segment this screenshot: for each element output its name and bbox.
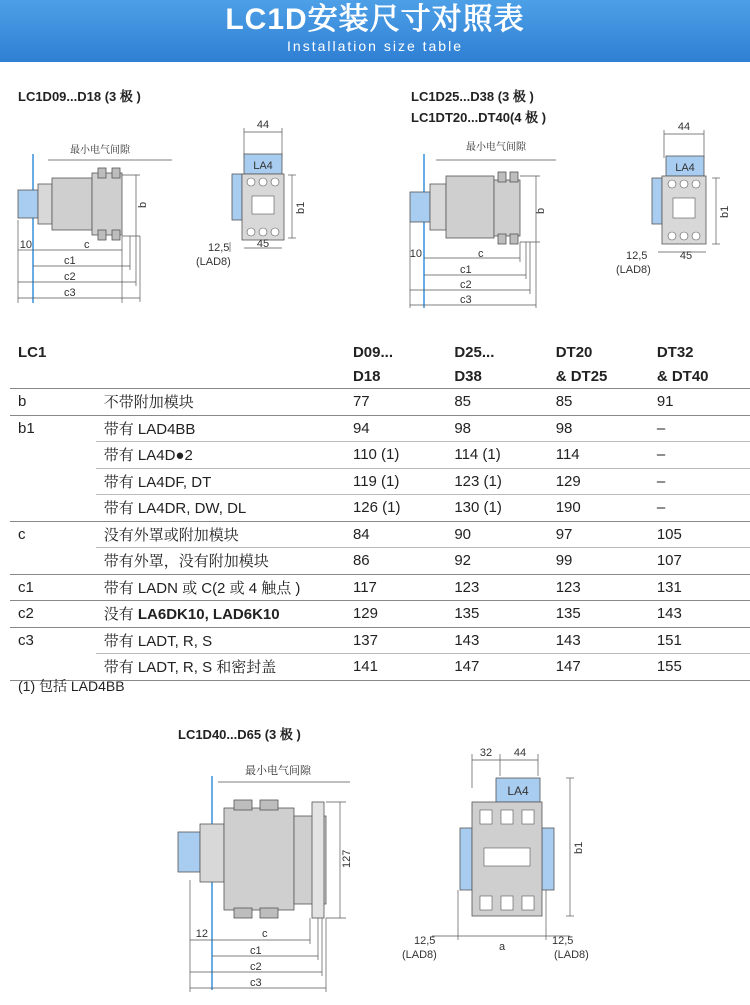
table-header-row-2	[10, 364, 750, 389]
diagram1-dim-44: 44	[256, 119, 270, 131]
diagram3-dim-12: 12	[195, 928, 208, 940]
diagram1-dim-c1: c1	[64, 255, 76, 267]
page-title: LC1D安装尺寸对照表	[225, 3, 525, 36]
diagram1-heading: LC1D09...D18 (3 极 )	[18, 89, 141, 104]
diagram2-dim-c1: c1	[460, 264, 472, 276]
header-d25: D25...	[454, 343, 495, 361]
diagram3-dim-32: 32	[479, 747, 493, 759]
diagram3-dim-12-5-left: 12,5	[414, 935, 436, 947]
diagram2-dim-12-5: 12,5	[626, 250, 648, 262]
table-row: c 没有外罩或附加模块 84 90 97 105	[10, 521, 750, 548]
diagram1-dim-b: b	[137, 201, 149, 208]
header-d18: D18	[352, 367, 381, 385]
diagram1-dim-lad8: (LAD8)	[196, 256, 231, 268]
table-footnote: (1) 包括 LAD4BB	[18, 678, 125, 694]
diagram3-heading: LC1D40...D65 (3 极 )	[178, 727, 301, 742]
table-row: c1 带有 LADN 或 C(2 或 4 触点 ) 117 123 123 131	[10, 574, 750, 601]
diagram2-dim-c3: c3	[460, 294, 472, 306]
diagram1-dim-b1: b1	[295, 201, 307, 214]
table-row: 带有外罩，没有附加模块 86 92 99 107	[10, 548, 750, 575]
diagram1-drawing	[0, 118, 380, 313]
header-lc1: LC1	[18, 343, 47, 361]
diagram2-dim-45: 45	[679, 250, 693, 262]
diagram3-dim-lad8-left: (LAD8)	[402, 949, 437, 961]
diagram2-la4-label: LA4	[675, 162, 695, 174]
table-row: c2 没有 LA6DK10, LAD6K10 129 135 135 143	[10, 601, 750, 628]
diagram1-dim-10: 10	[19, 239, 32, 251]
diagram1-dim-c2: c2	[64, 271, 76, 283]
table-row: b 不带附加模块 77 85 85 91	[10, 389, 750, 416]
table-row: 带有 LADT, R, S 和密封盖 141 147 147 155	[10, 654, 750, 681]
diagram1-dim-12-5: 12,5	[208, 242, 230, 254]
diagram1-dim-c3: c3	[64, 287, 76, 299]
table-row: b1 带有 LAD4BB 94 98 98 –	[10, 415, 750, 442]
diagram2-dim-c2: c2	[460, 279, 472, 291]
diagram3-dim-lad8-right: (LAD8)	[554, 949, 589, 961]
diagram3-dim-44: 44	[513, 747, 527, 759]
header-d38: D38	[454, 367, 482, 385]
diagram2-clearance-label: 最小电气间隙	[466, 142, 526, 153]
table-row: 带有 LA4DF, DT 119 (1) 123 (1) 129 –	[10, 468, 750, 495]
header-dt32: DT32	[656, 343, 694, 361]
diagram3-la4-label: LA4	[507, 784, 529, 798]
diagram2-dim-10: 10	[409, 248, 422, 260]
diagram2-dim-44: 44	[677, 121, 691, 133]
diagram3-dim-12-5-right: 12,5	[552, 935, 574, 947]
diagram3-dim-c: c	[262, 928, 268, 940]
diagram3-dim-127: 127	[341, 849, 353, 868]
diagram3-drawing	[150, 740, 750, 1002]
diagram3-dim-a: a	[498, 941, 506, 953]
diagram1-dim-c: c	[84, 239, 90, 251]
header-banner	[0, 0, 750, 62]
diagram3-clearance-label: 最小电气间隙	[245, 765, 311, 777]
diagram2-heading-2: LC1DT20...DT40(4 极 )	[411, 110, 547, 125]
diagram2-dim-lad8: (LAD8)	[616, 264, 651, 276]
diagram1-clearance-label: 最小电气间隙	[70, 145, 130, 156]
diagram3-dim-c3: c3	[250, 977, 262, 989]
diagram2-heading-1: LC1D25...D38 (3 极 )	[411, 89, 534, 104]
header-dt20: DT20	[555, 343, 593, 361]
header-d09: D09...	[352, 343, 393, 361]
diagram2-drawing	[390, 118, 750, 313]
table-header-row-1	[10, 340, 750, 364]
diagram3-dim-b1: b1	[573, 841, 585, 854]
table-row: 带有 LA4DR, DW, DL 126 (1) 130 (1) 190 –	[10, 495, 750, 522]
diagram3-dim-c1: c1	[250, 945, 262, 957]
diagram1-la4-label: LA4	[253, 160, 273, 172]
diagram2-dim-b: b	[535, 207, 547, 214]
header-dt25: & DT25	[555, 367, 608, 385]
size-table	[10, 340, 750, 681]
diagram1-dim-45: 45	[256, 238, 270, 250]
diagram2-dim-b1: b1	[719, 205, 731, 218]
table-row: 带有 LA4D●2 110 (1) 114 (1) 114 –	[10, 442, 750, 469]
table-row: c3 带有 LADT, R, S 137 143 143 151	[10, 627, 750, 654]
diagram3-dim-c2: c2	[250, 961, 262, 973]
header-dt40: & DT40	[656, 367, 709, 385]
diagram2-dim-c: c	[478, 248, 484, 260]
page-subtitle: Installation size table	[287, 38, 463, 54]
